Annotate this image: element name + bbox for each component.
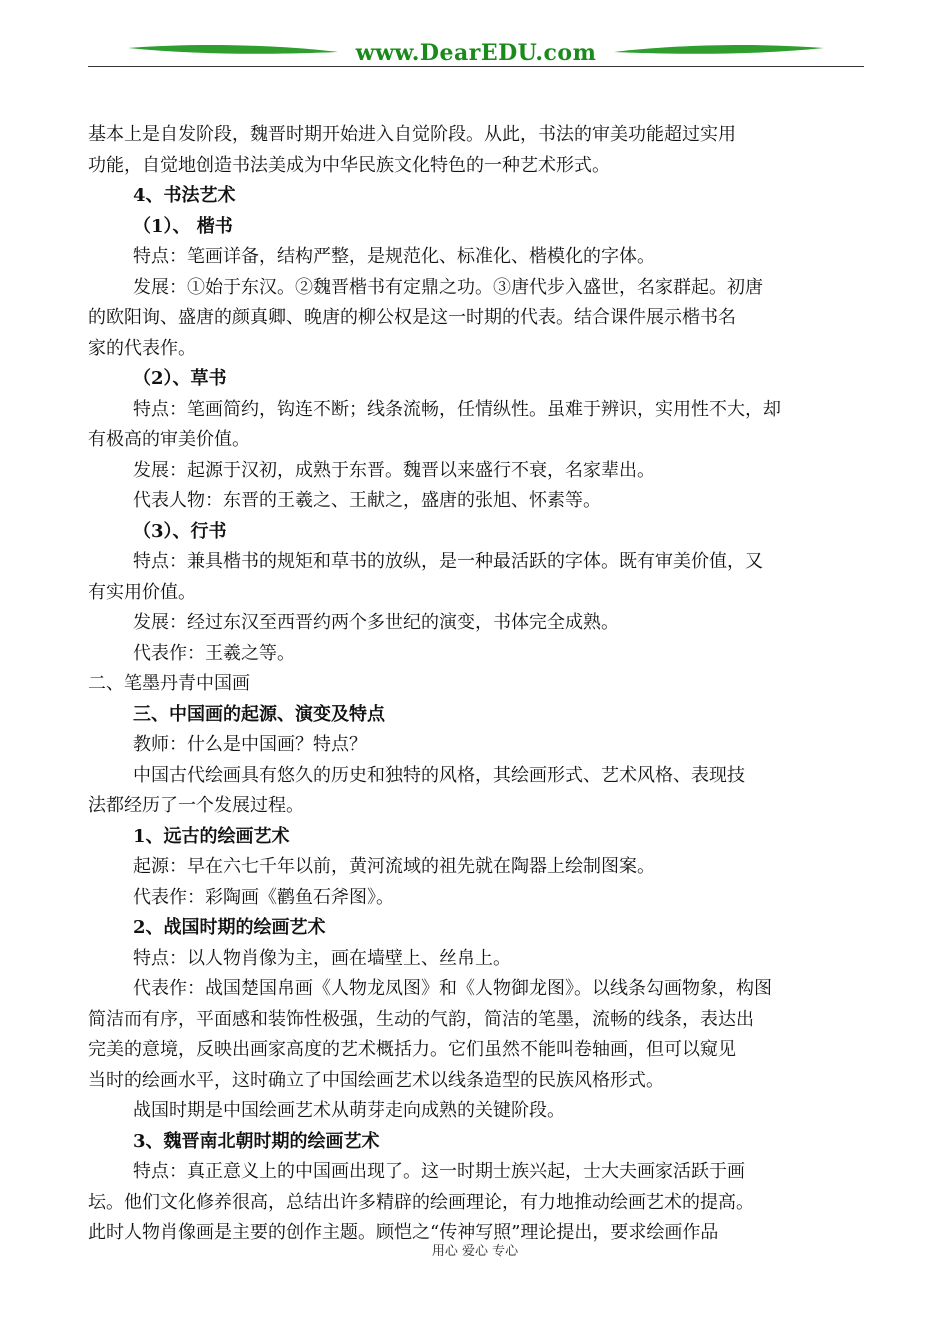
- text-line: 特点：真正意义上的中国画出现了。这一时期士族兴起，士大夫画家活跃于画: [133, 1161, 745, 1182]
- header-divider: [88, 66, 864, 67]
- text-line: 此时人物肖像画是主要的创作主题。顾恺之“传神写照”理论提出，要求绘画作品: [88, 1222, 719, 1243]
- document-body: [88, 120, 864, 1249]
- text-line: 法都经历了一个发展过程。: [88, 795, 304, 816]
- text-line: 代表作：王羲之等。: [133, 642, 295, 664]
- section-heading: （1）、 楷书: [133, 215, 233, 237]
- text-line: 特点：笔画详备，结构严整，是规范化、标准化、楷模化的字体。: [133, 246, 655, 267]
- text-line: 发展：起源于汉初，成熟于东晋。魏晋以来盛行不衰，名家辈出。: [133, 459, 655, 481]
- text-line: 有实用价值。: [88, 581, 196, 603]
- text-line: 简洁而有序，平面感和装饰性极强，生动的气韵，简洁的笔墨，流畅的线条，表达出: [88, 1008, 754, 1030]
- text-line: 发展：经过东汉至西晋约两个多世纪的演变，书体完全成熟。: [133, 612, 619, 633]
- text-line: 家的代表作。: [88, 337, 196, 359]
- section-heading: 4、书法艺术: [133, 185, 236, 206]
- text-line: 基本上是自发阶段，魏晋时期开始进入自觉阶段。从此，书法的审美功能超过实用: [88, 124, 736, 145]
- text-line: 有极高的审美价值。: [88, 429, 250, 450]
- text-line: 中国古代绘画具有悠久的历史和独特的风格，其绘画形式、艺术风格、表现技: [133, 764, 745, 786]
- text-line: 代表作：战国楚国帛画《人物龙凤图》和《人物御龙图》。以线条勾画物象，构图: [133, 978, 772, 999]
- text-line: 特点：笔画简约，钩连不断；线条流畅，任情纵性。虽难于辨识，实用性不大，却: [133, 398, 781, 420]
- section-heading: 2、战国时期的绘画艺术: [133, 917, 326, 938]
- page-header: [88, 34, 864, 68]
- section-heading: （2）、草书: [133, 368, 227, 389]
- text-line: 坛。他们文化修养很高，总结出许多精辟的绘画理论，有力地推动绘画艺术的提高。: [88, 1191, 754, 1213]
- text-line: 二、笔墨丹青中国画: [88, 673, 250, 694]
- text-line: 发展：①始于东汉。②魏晋楷书有定鼎之功。③唐代步入盛世，名家群起。初唐: [133, 276, 763, 298]
- text-line: 战国时期是中国绘画艺术从萌芽走向成熟的关键阶段。: [133, 1100, 565, 1121]
- text-line: 特点：以人物肖像为主，画在墙壁上、丝帛上。: [133, 947, 511, 969]
- text-line: 功能，自觉地创造书法美成为中华民族文化特色的一种艺术形式。: [88, 154, 610, 176]
- section-heading: 1、远古的绘画艺术: [133, 825, 290, 847]
- text-line: 代表人物：东晋的王羲之、王献之，盛唐的张旭、怀素等。: [133, 490, 601, 511]
- text-line: 特点：兼具楷书的规矩和草书的放纵，是一种最活跃的字体。既有审美价值，又: [133, 551, 763, 572]
- site-logo: www.DearEDU.com: [355, 40, 597, 66]
- section-heading: 三、中国画的起源、演变及特点: [133, 703, 385, 725]
- text-line: 代表作：彩陶画《鹳鱼石斧图》。: [133, 886, 394, 908]
- text-line: 完美的意境，反映出画家高度的艺术概括力。它们虽然不能叫卷轴画，但可以窥见: [88, 1039, 736, 1060]
- page-footer: 用心 爱心 专心: [431, 1244, 519, 1259]
- text-line: 教师：什么是中国画？特点？: [133, 734, 367, 755]
- section-heading: 3、魏晋南北朝时期的绘画艺术: [133, 1130, 380, 1152]
- section-heading: （3）、行书: [133, 520, 227, 542]
- text-line: 起源：早在六七千年以前，黄河流域的祖先就在陶器上绘制图案。: [133, 856, 655, 877]
- text-line: 的欧阳询、盛唐的颜真卿、晚唐的柳公权是这一时期的代表。结合课件展示楷书名: [88, 307, 736, 328]
- text-line: 当时的绘画水平，这时确立了中国绘画艺术以线条造型的民族风格形式。: [88, 1069, 664, 1091]
